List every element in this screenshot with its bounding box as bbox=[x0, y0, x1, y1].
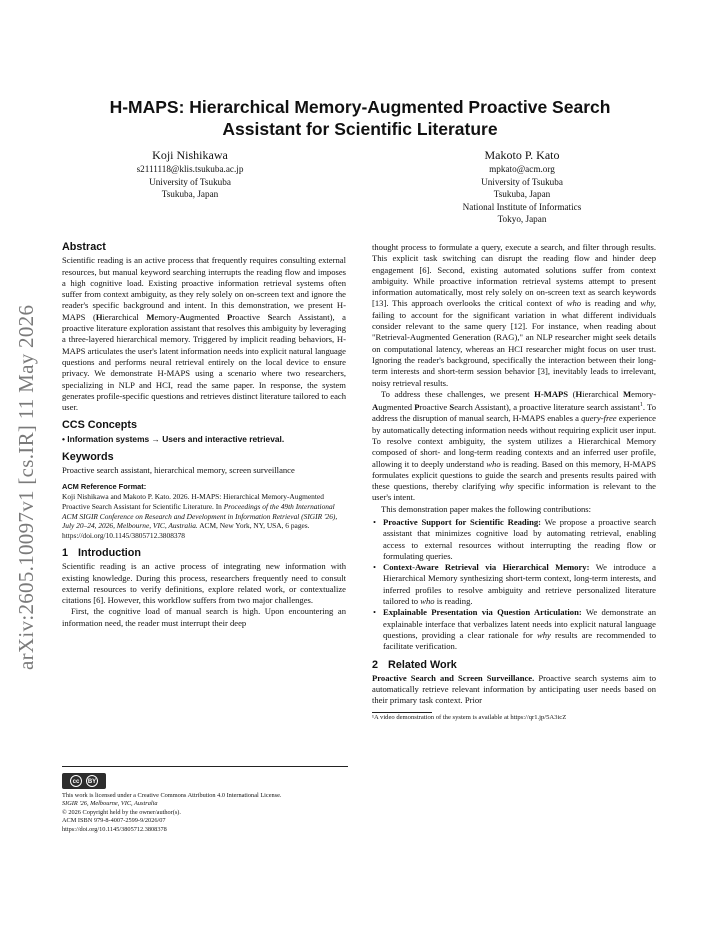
doi-link[interactable]: https://doi.org/10.1145/3805712.3808378 bbox=[62, 825, 167, 833]
paper-title bbox=[60, 96, 660, 140]
contributions-intro: This demonstration paper makes the following contributions: bbox=[381, 503, 592, 514]
right-column bbox=[372, 242, 656, 722]
footnote-marker: 1 bbox=[639, 402, 643, 409]
author-affiliation-2: National Institute of Informatics bbox=[462, 201, 582, 212]
author-affiliation: University of Tsukuba bbox=[481, 176, 563, 187]
isbn-line: ACM ISBN 979-8-4007-2599-9/2026/07 bbox=[62, 817, 166, 825]
author-location: Tsukuba, Japan bbox=[161, 189, 219, 200]
author-1 bbox=[100, 148, 280, 201]
list-item: • Context-Aware Retrieval via Hierarchical Memory: We introduce a Hierarchical Memory synthesizing short-term context, long-term interests, and inferred profiles to resolve ambiguity and retrieve personalized literature tailored to who is reading. bbox=[372, 562, 656, 607]
author-2 bbox=[407, 148, 637, 226]
author-location: Tsukuba, Japan bbox=[493, 189, 551, 200]
license-line: This work is licensed under a Creative Commons Attribution 4.0 International License. bbox=[62, 792, 282, 799]
author-email: s2111118@klis.tsukuba.ac.jp bbox=[136, 164, 244, 174]
copyright-line: © 2026 Copyright held by the owner/author(s). bbox=[62, 808, 181, 816]
keywords-heading: Keywords bbox=[62, 451, 114, 464]
footnote: ¹A video demonstration of the system is available at https://qr1.jp/5A3icZ bbox=[372, 713, 567, 721]
intro-paragraph-2: First, the cognitive load of manual search is high. Upon encountering an information need, the reader must interrupt their deep bbox=[62, 606, 346, 628]
section-1-heading: 1 Introduction bbox=[62, 546, 141, 559]
arxiv-stamp: arXiv:2605.10097v1 [cs.IR] 11 May 2026 bbox=[14, 304, 38, 670]
ccs-entry: • Information systems → Users and interactive retrieval. bbox=[62, 433, 285, 444]
section-2-heading: 2 Related Work bbox=[372, 658, 457, 671]
intro-paragraph-1: Scientific reading is an active process of integrating new information with existing knowledge. During this process, researchers frequently need to consult external resources to verify definitions, explore related work, or contextualize citations [6]. However, this workflow suffers from two major challenges. bbox=[62, 561, 346, 606]
left-column bbox=[62, 242, 346, 629]
ccs-heading: CCS Concepts bbox=[62, 419, 137, 432]
author-affiliation: University of Tsukuba bbox=[149, 176, 231, 187]
contributions-list bbox=[372, 517, 656, 653]
reference-format-heading: ACM Reference Format: bbox=[62, 481, 147, 491]
list-item: • Proactive Support for Scientific Reading: We propose a proactive search assistant that minimizes cognitive load by automating retrieval, enabling access to external resources without interrupting the reading flow or formulating queries. bbox=[372, 517, 656, 562]
cc-icon: cc bbox=[70, 775, 82, 787]
author-location-2: Tokyo, Japan bbox=[497, 214, 547, 225]
author-name: Koji Nishikawa bbox=[152, 148, 228, 162]
intro-paragraph-4: To address these challenges, we present H-MAPS (Hierarchical Memory-Augmented Proactive Search Assistant), a proactive literature search assistant$^1$. To address the disruption of manual search, H-MAPS enables a query-free experience by automatically detecting information needs without requiring explicit user input. To resolve context ambiguity, the system utilizes a Hierarchical Memory composed of short- and long-term reading contexts and an inferred user profile, allowing it to deeply understand who is reading. Based on this memory, H-MAPS formulates explicit questions to guide the search and presents results paired with these questions, thereby clarifying why specific information is relevant to the user's intent. bbox=[372, 388, 657, 503]
related-work-paragraph: Proactive Search and Screen Surveillance. Proactive search systems aim to automatically retrieve relevant information by anticipating user needs based on their primary task context. Prior bbox=[372, 672, 656, 706]
license-block bbox=[62, 766, 348, 834]
title-line-1: H-MAPS: Hierarchical Memory-Augmented Proactive Search bbox=[109, 97, 611, 117]
venue-line: SIGIR '26, Melbourne, VIC, Australia bbox=[62, 800, 158, 808]
reference-format-text: Koji Nishikawa and Makoto P. Kato. 2026. H-MAPS: Hierarchical Memory-Augmented Proactive Search Assistant for Scientific Literature. In Proceedings of the 49th International ACM SIGIR Conference on Research and Development in Information Retrieval (SIGIR '26), July 20–24, 2026, Melbourne, VIC, Australia. ACM, New York, NY, USA, 6 pages. https://doi.org/10.1145/3805712.3808378 bbox=[62, 491, 338, 541]
keywords-text: Proactive search assistant, hierarchical memory, screen surveillance bbox=[62, 465, 295, 476]
author-name: Makoto P. Kato bbox=[484, 148, 560, 162]
abstract-text: Scientific reading is an active process that frequently requires consulting external resources, but manual keyword searching interrupts the reading flow and imposes a high cognitive load. Existing proactive information retrieval systems often suffer from context ambiguity, as they rely solely on on-screen text and ignore the reader's specific background and intent. In this demonstration, we present H-MAPS (Hierarchical Memory-Augmented Proactive Search Assistant), a proactive literature exploration assistant that resolves this ambiguity by leveraging a three-layered hierarchical memory. Triggered by implicit reading behaviors, H-MAPS articulates the user's latent information needs into explicit natural language questions and performs neural retrieval entirely on the local device to ensure privacy. We demonstrate H-MAPS using a scenario where two researchers, specializing in NLP and HCI, read the same paper. In response, the system generates profile-specific questions and retrieves distinct literature tailored to each user. bbox=[62, 255, 346, 413]
author-email: mpkato@acm.org bbox=[489, 164, 555, 174]
cc-by-badge[interactable] bbox=[62, 773, 106, 789]
title-line-2: Assistant for Scientific Literature bbox=[222, 119, 498, 139]
by-icon: BY bbox=[86, 775, 98, 787]
list-item: • Explainable Presentation via Question Articulation: We demonstrate an explainable interface that verbalizes latent needs into explicit natural language questions, providing a clear rationale for why results are recommended to facilitate verification. bbox=[372, 607, 656, 652]
abstract-heading: Abstract bbox=[62, 241, 106, 253]
intro-paragraph-3: thought process to formulate a query, execute a search, and filter through results. This explicit task switching can disrupt the reading flow and hinder deep engagement [6]. Second, existing automated solutions suffer from context ambiguity. While proactive information retrieval systems attempt to present information automatically, most rely solely on on-screen text as search keywords [13]. This approach overlooks the critical context of who is reading and why, failing to account for the significant variation in what different individuals consider relevant to the same query [12]. For instance, when reading about "Retrieval-Augmented Generation (RAG)," an NLP researcher might seek details on computational latency, whereas an HCI researcher might focus on user trust. Ignoring the reader's background, specifically the interaction between their long-term interests and short-term session behavior [3], inevitably leads to irrelevant, noisy retrieval results. bbox=[372, 242, 656, 388]
